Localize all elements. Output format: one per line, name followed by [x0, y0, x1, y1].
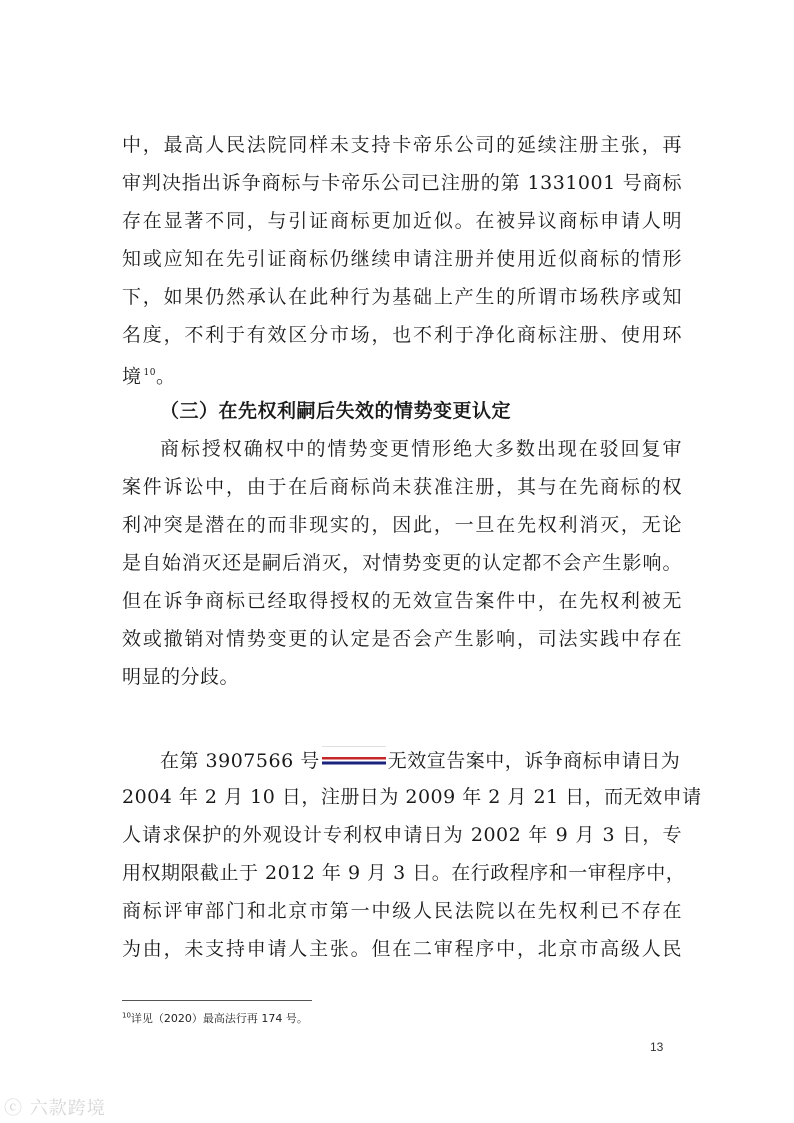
paragraph-text: 在第 3907566 号 [160, 750, 320, 772]
paragraph-line: 审判决指出诉争商标与卡帝乐公司已注册的第 1331001 号商标 [122, 172, 682, 194]
paragraph-line: 为由，未支持申请人主张。但在二审程序中，北京市高级人民 [122, 938, 682, 960]
paragraph-line: 效或撤销对情势变更的认定是否会产生影响，司法实践中存在 [122, 628, 682, 650]
paragraph-line: 案件诉讼中，由于在后商标尚未获准注册，其与在先商标的权 [122, 476, 682, 498]
section-heading: （三）在先权利嗣后失效的情势变更认定 [160, 400, 512, 422]
paragraph-line: 知或应知在先引证商标仍继续申请注册并使用近似商标的情形 [122, 248, 682, 270]
paragraph-line [160, 746, 682, 774]
paragraph-line: 下，如果仍然承认在此种行为基础上产生的所谓市场秩序或知 [122, 286, 682, 308]
footnote-number: 10 [122, 1011, 131, 1020]
paragraph-line: 商标授权确权中的情势变更情形绝大多数出现在驳回复审 [160, 438, 682, 460]
paragraph-line: 存在显著不同，与引证商标更加近似。在被异议商标申请人明 [122, 210, 682, 232]
footnote-divider [122, 1000, 312, 1001]
paragraph-text: 。 [155, 365, 176, 388]
footnote [122, 1010, 308, 1026]
page-number: 13 [650, 1040, 664, 1054]
paragraph-line: 是自始消灭还是嗣后消灭，对情势变更的认定都不会产生影响。 [122, 552, 682, 574]
trademark-image [322, 746, 386, 773]
footnote-text: 详见（2020）最高法行再 174 号。 [130, 1012, 308, 1025]
paragraph-line: 明显的分歧。 [122, 666, 240, 688]
watermark [4, 1094, 106, 1120]
watermark-icon: ⓒ [4, 1098, 30, 1119]
paragraph-text: 无效宣告案中，诉争商标申请日为 [387, 750, 681, 772]
paragraph-line: 利冲突是潜在的而非现实的，因此，一旦在先权利消灭，无论 [122, 514, 682, 536]
paragraph-line: 用权期限截止于 2012 年 9 月 3 日。在行政程序和一审程序中， [122, 862, 686, 884]
paragraph-text: 境 [122, 365, 142, 388]
paragraph-line-last [122, 360, 682, 389]
paragraph-line: 但在诉争商标已经取得授权的无效宣告案件中，在先权利被无 [122, 590, 682, 612]
paragraph-line: 名度，不利于有效区分市场，也不利于净化商标注册、使用环 [122, 324, 682, 346]
paragraph-line: 人请求保护的外观设计专利权申请日为 2002 年 9 月 3 日，专 [122, 824, 682, 846]
watermark-text: 六款跨境 [29, 1098, 106, 1119]
paragraph-line: 中，最高人民法院同样未支持卡帝乐公司的延续注册主张，再 [122, 134, 682, 156]
paragraph-line: 2004 年 2 月 10 日，注册日为 2009 年 2 月 21 日，而无效申请 [122, 786, 702, 808]
paragraph-line: 商标评审部门和北京市第一中级人民法院以在先权利已不存在 [122, 900, 682, 922]
footnote-reference[interactable]: 10 [143, 368, 156, 378]
